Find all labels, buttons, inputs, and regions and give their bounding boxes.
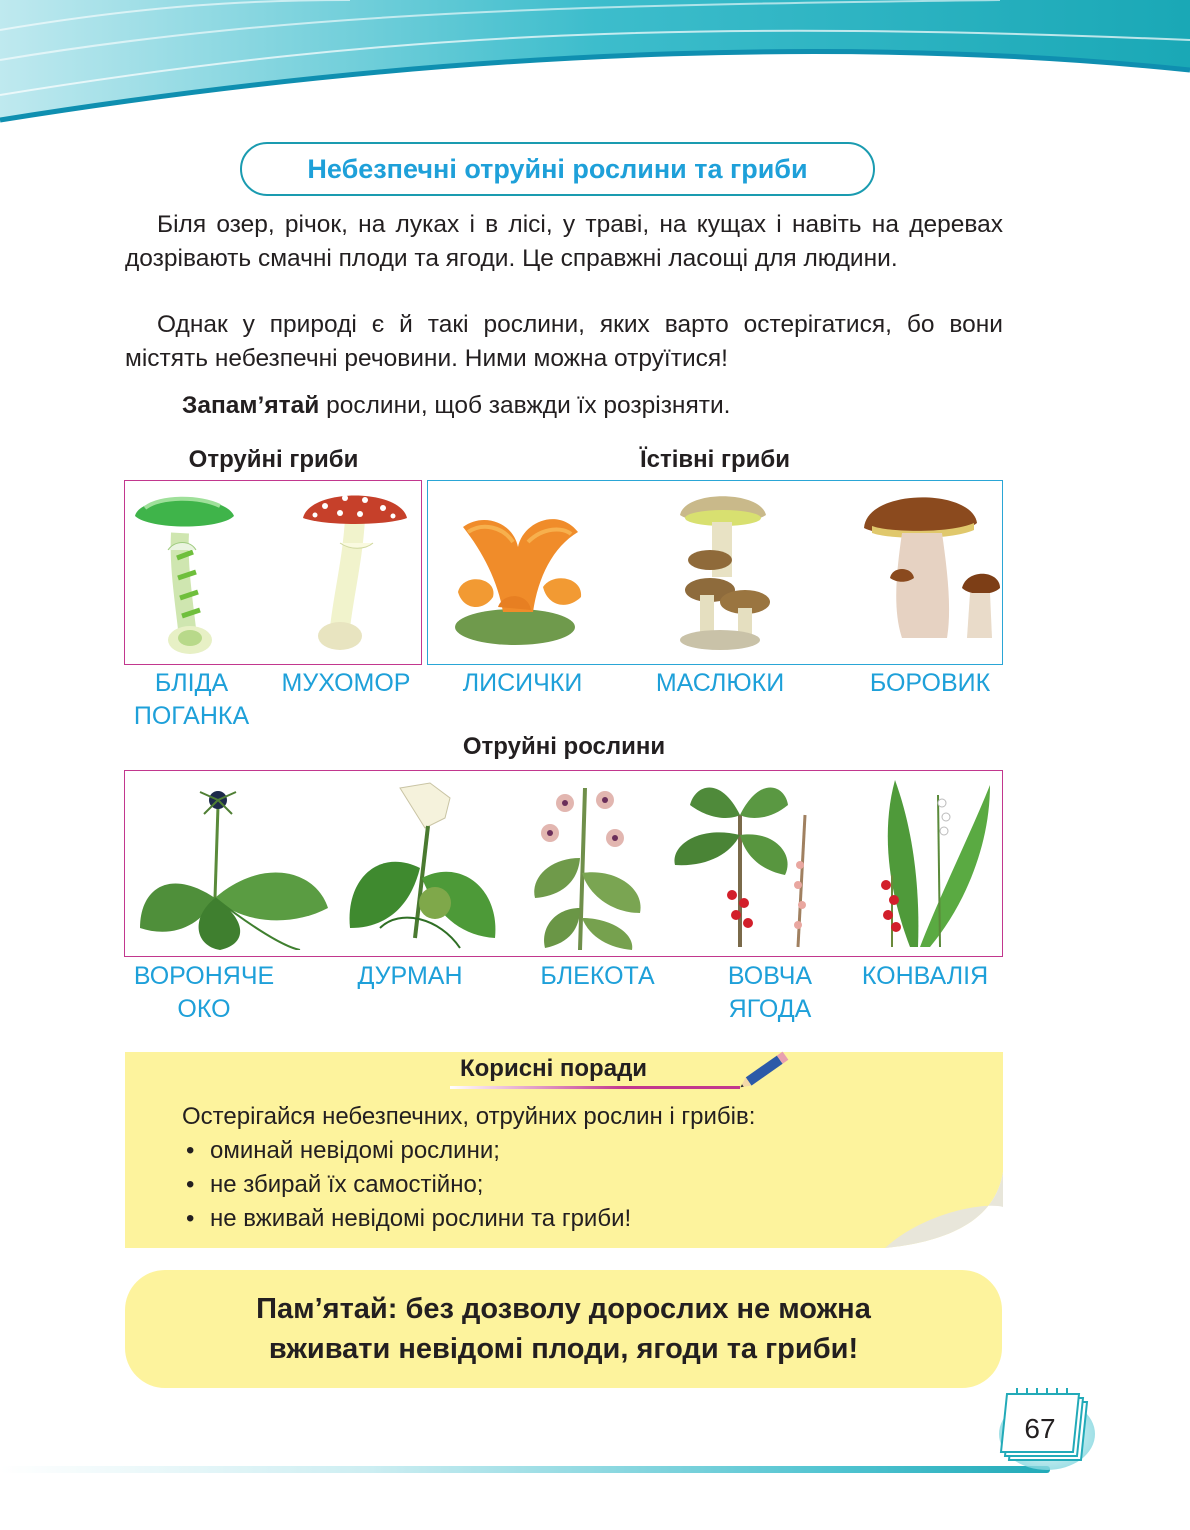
caption-porcini: БОРОВИК bbox=[869, 669, 991, 697]
slippery-jack-mushroom-icon bbox=[670, 490, 780, 655]
fly-agaric-mushroom-icon bbox=[295, 488, 415, 658]
chanterelle-mushroom-icon bbox=[443, 492, 588, 652]
caption-daphne: ВОВЧА ЯГОДА bbox=[727, 962, 813, 1023]
caption-fly-agaric: МУХОМОР bbox=[281, 669, 411, 697]
caption-lily-of-the-valley: КОНВАЛІЯ bbox=[861, 962, 989, 990]
heading-edible-mushrooms: Їстівні гриби bbox=[640, 446, 790, 473]
heading-poisonous-plants: Отруйні рослини bbox=[462, 733, 666, 760]
tips-item: • не вживай невідомі рослини та гриби! bbox=[186, 1205, 632, 1232]
tips-item: • оминай невідомі рослини; bbox=[186, 1137, 500, 1164]
page-number: 67 bbox=[1024, 1413, 1056, 1444]
henbane-plant-icon bbox=[520, 778, 660, 950]
tips-intro: Остерігайся небезпечних, отруйних рослин і грибів: bbox=[182, 1103, 756, 1130]
caption-henbane: БЛЕКОТА bbox=[540, 962, 655, 990]
section-title: Небезпечні отруйні рослини та гриби bbox=[240, 142, 875, 196]
intro-paragraph-2: Однак у природі є й такі рослини, яких варто остерігатися, бо вони містять небезпечні речовини. Ними можна отруїтися! bbox=[125, 311, 1003, 372]
caption-herb-paris: ВОРОНЯЧЕ ОКО bbox=[133, 962, 275, 1023]
warning-line-1: Пам’ятай: без дозволу дорослих не можна bbox=[256, 1293, 871, 1325]
remember-warning-box bbox=[125, 1270, 1002, 1388]
warning-line-2: вживати невідомі плоди, ягоди та гриби! bbox=[268, 1333, 859, 1365]
porcini-mushroom-icon bbox=[862, 488, 1002, 653]
death-cap-mushroom-icon bbox=[130, 488, 240, 658]
tips-title-underline bbox=[450, 1086, 740, 1089]
caption-chanterelles: ЛИСИЧКИ bbox=[462, 669, 583, 697]
header-wave-decoration bbox=[0, 0, 1190, 135]
lily-of-the-valley-plant-icon bbox=[860, 775, 1000, 950]
tips-title: Корисні поради bbox=[460, 1055, 648, 1082]
heading-poisonous-mushrooms: Отруйні гриби bbox=[188, 446, 359, 473]
pencil-icon bbox=[735, 1048, 795, 1093]
daphne-plant-icon bbox=[670, 775, 830, 950]
caption-slippery-jacks: МАСЛЮКИ bbox=[655, 669, 785, 697]
footer-line bbox=[0, 1466, 1050, 1473]
herb-paris-plant-icon bbox=[140, 778, 330, 950]
intro-paragraph-1: Біля озер, річок, на луках і в лісі, у траві, на кущах і навіть на деревах дозрівають смачні плоди та ягоди. Це справжні ласощі для людини. bbox=[125, 211, 1003, 272]
tips-item: • не збирай їх самостійно; bbox=[186, 1171, 484, 1198]
tips-list bbox=[182, 1100, 755, 1236]
remember-instruction: Запам’ятай рослини, щоб завжди їх розрізняти. bbox=[182, 392, 731, 419]
caption-death-cap: БЛІДА ПОГАНКА bbox=[133, 669, 250, 730]
caption-datura: ДУРМАН bbox=[357, 962, 463, 990]
datura-plant-icon bbox=[340, 778, 505, 950]
